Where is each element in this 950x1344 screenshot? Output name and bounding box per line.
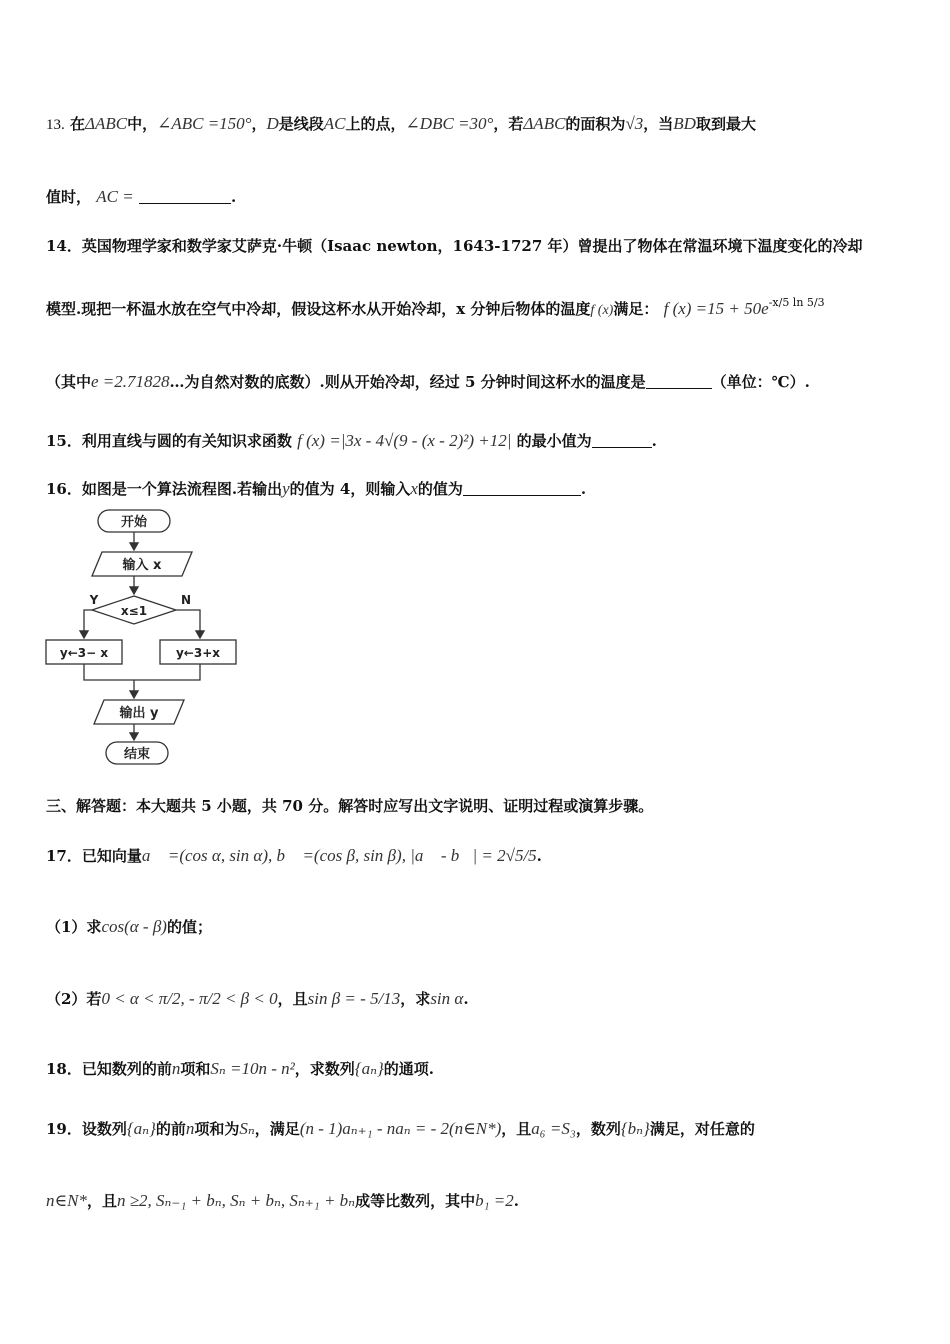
q14-math: f (x) =15 + 50e	[663, 299, 769, 318]
q19-text: ，且	[86, 1192, 117, 1210]
q19-text: 满足，对任意的	[649, 1120, 755, 1138]
q19-math: n	[185, 1119, 195, 1138]
q18-math: n	[171, 1059, 181, 1078]
q17-text: .	[536, 847, 542, 865]
flowchart-arrow	[84, 664, 134, 680]
answer-blank[interactable]	[139, 187, 231, 204]
flowchart-end-label: 结束	[123, 747, 151, 762]
q14-text: （单位：℃）.	[711, 373, 810, 391]
question-13-line-1	[46, 113, 756, 136]
q17-math: cos(α - β)	[101, 917, 167, 936]
flowchart-output-label: 输出 y	[119, 706, 159, 721]
q13-text: 的面积为	[565, 115, 626, 133]
q16-text: 的值为	[417, 480, 463, 498]
flowchart-yes-label: Y	[89, 593, 99, 607]
q17-text: 的值；	[166, 918, 212, 936]
question-19-line-1	[46, 1118, 755, 1140]
q13-text: 中，	[127, 115, 158, 133]
q16-text: .	[580, 480, 587, 498]
q17-text: .	[463, 990, 469, 1008]
q13-math: ΔABC	[85, 114, 128, 133]
q19-text: 成等比数列，其中	[355, 1192, 476, 1210]
q13-math: ΔABC	[523, 114, 566, 133]
q17-text: （1）求	[46, 918, 102, 936]
q13-math: √3	[625, 114, 644, 133]
question-13-line-2	[46, 186, 236, 208]
q19-text: ，数列	[575, 1120, 621, 1138]
flowchart-start-label: 开始	[120, 515, 148, 530]
q19-text: .	[513, 1192, 519, 1210]
q13-math: ∠DBC =30°	[405, 114, 494, 133]
q16-text: 的值为 4，则输入	[289, 480, 411, 498]
q14-text: …为自然对数的底数）.则从开始冷却，经过 5 分钟时间这杯水的温度是	[169, 373, 646, 391]
question-14-line-3	[46, 371, 810, 393]
q19-math: {bₙ}	[620, 1119, 650, 1138]
q17-math: sin β = - 5/13	[307, 989, 401, 1008]
q19-math: a₆ =S₃	[531, 1119, 576, 1138]
q13-text: 值时，	[46, 188, 92, 206]
question-17	[46, 845, 542, 867]
q13-math: BD	[673, 114, 696, 133]
q18-math: {aₙ}	[354, 1059, 384, 1078]
answer-blank[interactable]	[646, 372, 712, 389]
q13-number: 13.	[46, 117, 65, 133]
q18-text: ，求数列	[294, 1060, 355, 1078]
q13-text: 取到最大	[695, 115, 756, 133]
q19-text: 项和为	[194, 1120, 240, 1138]
q19-math: n∈N*	[46, 1191, 87, 1210]
flowchart-arrow	[176, 610, 200, 638]
flowchart-right-label: y←3+x	[175, 646, 221, 660]
q13-math: AC =	[96, 187, 134, 206]
question-17-part-2	[46, 988, 469, 1010]
q14-text: （其中	[46, 373, 92, 391]
section-3-heading: 三、解答题：本大题共 5 小题，共 70 分。解答时应写出文字说明、证明过程或演算步骤。	[46, 797, 654, 815]
question-17-part-1	[46, 916, 212, 938]
q15-text: 15．利用直线与圆的有关知识求函数	[46, 432, 292, 450]
question-14-line-1: 14．英国物理学家和数学家艾萨克·牛顿（Isaac newton，1643-1727 年）曾提出了物体在常温环境下温度变化的冷却	[46, 237, 863, 255]
q16-text: 16．如图是一个算法流程图.若输出	[46, 480, 283, 498]
q13-text: 上的点，	[345, 115, 406, 133]
q13-text: 是线段	[278, 115, 324, 133]
q15-math: f (x) =|3x - 4√(9 - (x - 2)²) +12|	[297, 431, 512, 450]
flowchart-arrow	[134, 664, 200, 680]
question-15	[46, 430, 657, 452]
flowchart-left-label: y←3− x	[59, 646, 109, 660]
q17-text: （2）若	[46, 990, 102, 1008]
q13-math: ∠ABC =150°	[157, 114, 252, 133]
q15-text: 的最小值为	[516, 432, 592, 450]
q17-math: 0 < α < π/2, - π/2 < β < 0	[101, 989, 278, 1008]
flowchart-no-label: N	[180, 593, 192, 607]
q18-text: 项和	[180, 1060, 211, 1078]
q16-math: x	[410, 479, 418, 498]
q17-text: ，且	[277, 990, 308, 1008]
question-16	[46, 478, 586, 500]
q19-text: 19．设数列	[46, 1120, 127, 1138]
q17-text: 17．已知向量	[46, 847, 142, 865]
q17-math: a⃗ =(cos α, sin α), b⃗ =(cos β, sin β), |a⃗ - b⃗| = 2√5/5	[141, 846, 537, 865]
q19-text: ，满足	[254, 1120, 300, 1138]
q19-math: n ≥2, Sₙ₋₁ + bₙ, Sₙ + bₙ, Sₙ₊₁ + bₙ	[116, 1191, 356, 1210]
q19-math: {aₙ}	[126, 1119, 156, 1138]
flowchart-input-label: 输入 x	[122, 558, 162, 573]
q13-text: ，当	[643, 115, 674, 133]
answer-blank[interactable]	[463, 479, 581, 496]
q13-math: AC	[323, 114, 346, 133]
q13-math: D	[266, 114, 279, 133]
question-14-line-2	[46, 298, 825, 322]
q19-text: 的前	[155, 1120, 186, 1138]
flowchart-condition-label: x≤1	[120, 604, 148, 618]
q19-math: (n - 1)aₙ₊₁ - naₙ = - 2(n∈N*)	[299, 1119, 502, 1138]
q13-text: ，	[251, 115, 267, 133]
q19-text: ，且	[501, 1120, 532, 1138]
flowchart-arrow	[84, 610, 92, 638]
q13-text: 在	[69, 115, 85, 133]
q19-math: b₁ =2	[475, 1191, 514, 1210]
q13-text: .	[230, 188, 237, 206]
flowchart	[44, 508, 244, 770]
q18-math: Sₙ =10n - n²	[210, 1059, 295, 1078]
q18-text: 18．已知数列的前	[46, 1060, 172, 1078]
q16-math: y	[282, 479, 290, 498]
q19-math: Sₙ	[239, 1119, 255, 1138]
answer-blank[interactable]	[592, 431, 652, 448]
q17-text: ，求	[400, 990, 431, 1008]
q14-exponent: -x/5 ln 5/3	[768, 296, 825, 309]
question-18	[46, 1058, 434, 1080]
q14-text: 满足：	[613, 300, 659, 318]
q18-text: 的通项.	[383, 1060, 435, 1078]
q14-math: f (x)	[590, 303, 614, 318]
q13-text: ，若	[493, 115, 524, 133]
question-19-line-2	[46, 1190, 519, 1212]
q14-text: 模型.现把一杯温水放在空气中冷却，假设这杯水从开始冷却，x 分钟后物体的温度	[46, 300, 591, 318]
q15-text: .	[651, 432, 657, 450]
q14-math: e =2.71828	[91, 372, 170, 391]
q17-math: sin α	[430, 989, 464, 1008]
